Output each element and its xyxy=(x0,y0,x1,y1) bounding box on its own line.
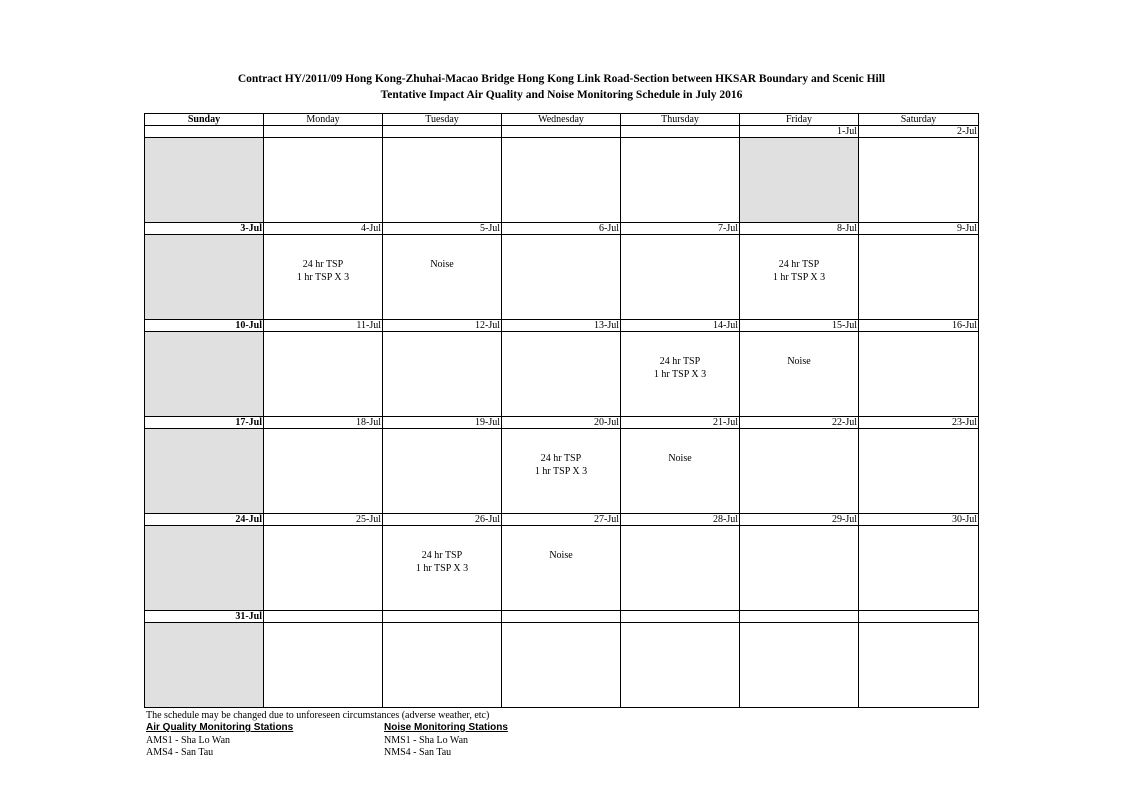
date-cell xyxy=(383,126,502,138)
date-cell: 29-Jul xyxy=(740,514,859,526)
day-cell xyxy=(502,429,621,514)
weekday-header: Monday xyxy=(264,114,383,126)
schedule-row xyxy=(145,235,979,320)
day-cell xyxy=(145,429,264,514)
day-cell xyxy=(740,526,859,611)
station-item: AMS4 - San Tau xyxy=(146,747,214,758)
date-cell: 6-Jul xyxy=(502,223,621,235)
weekday-header: Friday xyxy=(740,114,859,126)
date-cell: 27-Jul xyxy=(502,514,621,526)
monitoring-event: Noise xyxy=(787,356,811,367)
day-cell xyxy=(383,235,502,320)
day-cell xyxy=(859,138,979,223)
date-cell: 28-Jul xyxy=(621,514,740,526)
day-cell xyxy=(502,332,621,417)
schedule-row xyxy=(145,332,979,417)
monitoring-event: 24 hr TSP xyxy=(778,259,820,270)
schedule-row xyxy=(145,429,979,514)
day-cell xyxy=(859,235,979,320)
day-cell xyxy=(145,235,264,320)
monitoring-event: 1 hr TSP X 3 xyxy=(653,369,707,380)
station-item: NMS4 - San Tau xyxy=(384,747,452,758)
date-cell: 30-Jul xyxy=(859,514,979,526)
day-cell xyxy=(859,623,979,708)
noise-heading: Noise Monitoring Stations xyxy=(384,722,508,733)
monitoring-event: 24 hr TSP xyxy=(302,259,344,270)
date-cell xyxy=(383,611,502,623)
day-cell xyxy=(145,138,264,223)
monitoring-event: 24 hr TSP xyxy=(540,453,582,464)
day-cell xyxy=(859,526,979,611)
date-row xyxy=(145,223,979,235)
day-cell xyxy=(740,429,859,514)
day-cell xyxy=(621,429,740,514)
date-cell: 11-Jul xyxy=(264,320,383,332)
date-cell: 31-Jul xyxy=(145,611,264,623)
day-cell xyxy=(621,235,740,320)
day-cell xyxy=(502,235,621,320)
date-cell: 13-Jul xyxy=(502,320,621,332)
day-cell xyxy=(264,138,383,223)
day-cell xyxy=(740,235,859,320)
weekday-header: Saturday xyxy=(859,114,979,126)
day-cell xyxy=(145,332,264,417)
date-cell: 9-Jul xyxy=(859,223,979,235)
date-cell: 15-Jul xyxy=(740,320,859,332)
day-cell xyxy=(264,429,383,514)
day-cell xyxy=(264,235,383,320)
date-row xyxy=(145,417,979,429)
monitoring-events xyxy=(502,549,620,562)
monitoring-event: Noise xyxy=(549,550,573,561)
date-cell: 21-Jul xyxy=(621,417,740,429)
day-cell xyxy=(264,332,383,417)
date-cell: 25-Jul xyxy=(264,514,383,526)
date-cell: 19-Jul xyxy=(383,417,502,429)
day-cell xyxy=(621,623,740,708)
date-cell: 24-Jul xyxy=(145,514,264,526)
monitoring-events xyxy=(621,355,739,381)
day-cell xyxy=(502,138,621,223)
monitoring-event: Noise xyxy=(668,453,692,464)
weekday-header-row xyxy=(145,114,979,126)
date-cell xyxy=(621,126,740,138)
schedule-row xyxy=(145,623,979,708)
day-cell xyxy=(383,429,502,514)
day-cell xyxy=(621,526,740,611)
day-cell xyxy=(383,623,502,708)
date-cell: 7-Jul xyxy=(621,223,740,235)
day-cell xyxy=(264,623,383,708)
day-cell xyxy=(740,138,859,223)
date-row xyxy=(145,320,979,332)
date-cell: 1-Jul xyxy=(740,126,859,138)
monitoring-events xyxy=(502,452,620,478)
day-cell xyxy=(621,332,740,417)
monitoring-event: 1 hr TSP X 3 xyxy=(772,272,826,283)
date-cell xyxy=(502,126,621,138)
date-row xyxy=(145,126,979,138)
air-quality-stations xyxy=(146,722,293,760)
date-row xyxy=(145,611,979,623)
schedule-note: The schedule may be changed due to unforeseen circumstances (adverse weather, etc) xyxy=(146,710,490,721)
day-cell xyxy=(264,526,383,611)
date-cell: 8-Jul xyxy=(740,223,859,235)
day-cell xyxy=(740,623,859,708)
document-subtitle: Tentative Impact Air Quality and Noise Monitoring Schedule in July 2016 xyxy=(380,89,743,101)
date-cell: 12-Jul xyxy=(383,320,502,332)
day-cell xyxy=(145,526,264,611)
monitoring-event: 1 hr TSP X 3 xyxy=(534,466,588,477)
weekday-header: Sunday xyxy=(145,114,264,126)
weekday-header: Thursday xyxy=(621,114,740,126)
weekday-header: Wednesday xyxy=(502,114,621,126)
date-cell xyxy=(145,126,264,138)
station-item: NMS1 - Sha Lo Wan xyxy=(384,734,469,746)
day-cell xyxy=(859,429,979,514)
date-cell: 14-Jul xyxy=(621,320,740,332)
day-cell xyxy=(502,623,621,708)
day-cell xyxy=(145,623,264,708)
monitoring-calendar xyxy=(144,113,979,708)
monitoring-events xyxy=(740,355,858,368)
noise-stations xyxy=(384,722,508,760)
day-cell xyxy=(621,138,740,223)
date-cell: 16-Jul xyxy=(859,320,979,332)
monitoring-event: 1 hr TSP X 3 xyxy=(296,272,350,283)
date-cell: 20-Jul xyxy=(502,417,621,429)
day-cell xyxy=(383,332,502,417)
day-cell xyxy=(502,526,621,611)
monitoring-events xyxy=(264,258,382,284)
day-cell xyxy=(383,138,502,223)
date-cell: 18-Jul xyxy=(264,417,383,429)
date-cell xyxy=(264,126,383,138)
date-row xyxy=(145,514,979,526)
date-cell: 5-Jul xyxy=(383,223,502,235)
date-cell: 4-Jul xyxy=(264,223,383,235)
day-cell xyxy=(740,332,859,417)
monitoring-event: 1 hr TSP X 3 xyxy=(415,563,469,574)
air-quality-heading: Air Quality Monitoring Stations xyxy=(146,722,294,733)
date-cell xyxy=(621,611,740,623)
date-cell xyxy=(859,611,979,623)
date-cell xyxy=(740,611,859,623)
monitoring-events xyxy=(383,258,501,271)
weekday-header: Tuesday xyxy=(383,114,502,126)
monitoring-event: 24 hr TSP xyxy=(659,356,701,367)
monitoring-events xyxy=(740,258,858,284)
date-cell xyxy=(264,611,383,623)
date-cell: 2-Jul xyxy=(859,126,979,138)
date-cell: 17-Jul xyxy=(145,417,264,429)
station-item: AMS1 - Sha Lo Wan xyxy=(146,734,231,746)
day-cell xyxy=(383,526,502,611)
monitoring-events xyxy=(621,452,739,465)
schedule-row xyxy=(145,138,979,223)
monitoring-event: 24 hr TSP xyxy=(421,550,463,561)
date-cell: 26-Jul xyxy=(383,514,502,526)
day-cell xyxy=(859,332,979,417)
date-cell xyxy=(502,611,621,623)
date-cell: 22-Jul xyxy=(740,417,859,429)
document-title: Contract HY/2011/09 Hong Kong-Zhuhai-Macao Bridge Hong Kong Link Road-Section between HKSAR Boundary and Scenic Hill xyxy=(237,73,886,85)
date-cell: 10-Jul xyxy=(145,320,264,332)
schedule-row xyxy=(145,526,979,611)
date-cell: 3-Jul xyxy=(145,223,264,235)
monitoring-event: Noise xyxy=(430,259,454,270)
date-cell: 23-Jul xyxy=(859,417,979,429)
monitoring-events xyxy=(383,549,501,575)
